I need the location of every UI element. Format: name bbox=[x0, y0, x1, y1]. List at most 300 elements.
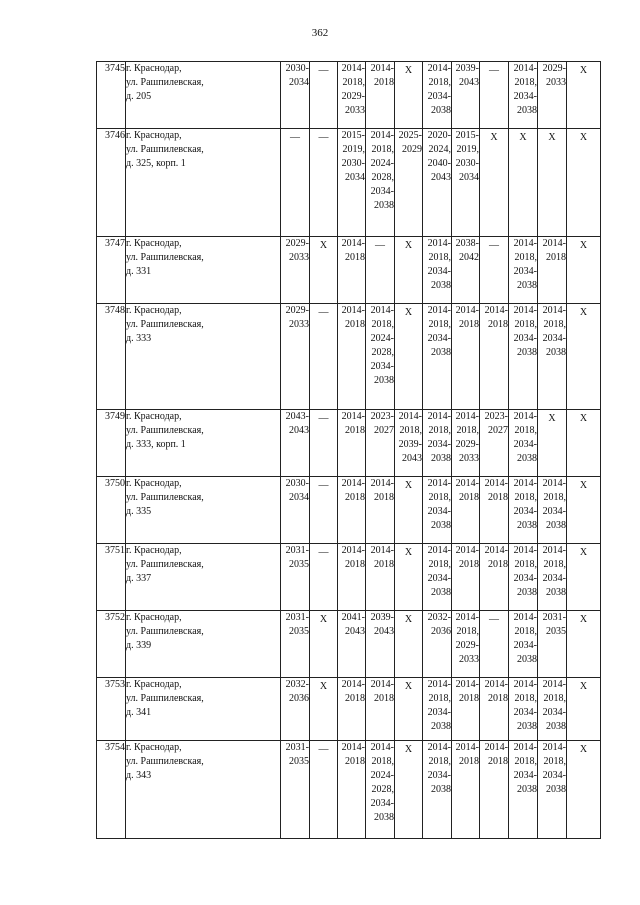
period-value: 2034- bbox=[370, 361, 394, 372]
period-value: 2039- bbox=[370, 612, 394, 623]
table-body bbox=[97, 62, 601, 839]
period-value: 2014- bbox=[370, 305, 394, 316]
period-value: 2014- bbox=[513, 63, 537, 74]
period-value: 2014- bbox=[370, 545, 394, 556]
period-value: 2030- bbox=[455, 158, 479, 169]
address-cell bbox=[126, 611, 281, 678]
address-line: ул. Рашпилевская, bbox=[126, 559, 204, 570]
period-value: 2014- bbox=[341, 742, 365, 753]
period-cell bbox=[310, 62, 338, 129]
period-cell bbox=[338, 237, 366, 304]
period-value: 2034 bbox=[289, 492, 309, 503]
period-cell bbox=[509, 304, 538, 410]
row-number: 3749 bbox=[105, 411, 125, 422]
period-cell bbox=[281, 611, 310, 678]
period-cell bbox=[538, 678, 567, 741]
table-row bbox=[97, 477, 601, 544]
period-value: 2024- bbox=[370, 158, 394, 169]
period-value: 2014- bbox=[341, 478, 365, 489]
period-value: 2018 bbox=[459, 319, 479, 330]
period-cell bbox=[567, 741, 601, 839]
period-value: 2032- bbox=[285, 679, 309, 690]
period-value: 2043 bbox=[345, 626, 365, 637]
period-value: 2018 bbox=[459, 559, 479, 570]
period-cell bbox=[509, 237, 538, 304]
address-cell bbox=[126, 237, 281, 304]
period-value: X bbox=[319, 614, 328, 625]
period-cell bbox=[366, 678, 395, 741]
period-value: 2024- bbox=[370, 770, 394, 781]
table-row bbox=[97, 678, 601, 741]
period-value: 2038 bbox=[431, 520, 451, 531]
period-cell bbox=[310, 304, 338, 410]
period-value: 2040- bbox=[427, 158, 451, 169]
period-cell bbox=[310, 611, 338, 678]
period-value: 2038- bbox=[455, 238, 479, 249]
row-number-cell bbox=[97, 544, 126, 611]
period-cell bbox=[366, 237, 395, 304]
page-number: 362 bbox=[311, 27, 329, 39]
period-value: 2028, bbox=[371, 347, 394, 358]
period-value: 2035 bbox=[289, 756, 309, 767]
period-cell bbox=[423, 237, 452, 304]
period-cell bbox=[310, 410, 338, 477]
period-cell bbox=[452, 304, 480, 410]
period-value: 2033 bbox=[289, 252, 309, 263]
period-value: 2036 bbox=[289, 693, 309, 704]
period-cell bbox=[452, 129, 480, 237]
row-number-cell bbox=[97, 237, 126, 304]
period-value: — bbox=[318, 413, 329, 424]
period-value: 2031- bbox=[285, 612, 309, 623]
period-cell bbox=[395, 304, 423, 410]
period-value: 2034- bbox=[427, 506, 451, 517]
building-repair-schedule-table bbox=[96, 61, 601, 839]
period-value: 2034- bbox=[370, 798, 394, 809]
period-cell bbox=[567, 237, 601, 304]
period-value: 2014- bbox=[513, 478, 537, 489]
row-number-cell bbox=[97, 611, 126, 678]
period-value: 2018 bbox=[374, 559, 394, 570]
period-value: X bbox=[319, 681, 328, 692]
period-value: 2018 bbox=[345, 425, 365, 436]
period-value: 2028, bbox=[371, 784, 394, 795]
address-line: д. 335 bbox=[126, 506, 152, 517]
period-value: 2014- bbox=[427, 679, 451, 690]
period-cell bbox=[423, 62, 452, 129]
period-value: 2038 bbox=[517, 280, 537, 291]
period-value: 2023- bbox=[484, 411, 508, 422]
period-value: 2018, bbox=[428, 77, 451, 88]
period-value: 2038 bbox=[431, 453, 451, 464]
period-cell bbox=[509, 410, 538, 477]
period-cell bbox=[567, 410, 601, 477]
period-value: 2035 bbox=[546, 626, 566, 637]
period-value: 2018 bbox=[374, 492, 394, 503]
period-value: 2034- bbox=[513, 439, 537, 450]
period-cell bbox=[338, 741, 366, 839]
period-cell bbox=[310, 237, 338, 304]
period-value: 2034- bbox=[542, 333, 566, 344]
period-cell bbox=[338, 410, 366, 477]
period-value: 2018 bbox=[345, 559, 365, 570]
period-value: 2014- bbox=[341, 305, 365, 316]
address-line: ул. Рашпилевская, bbox=[126, 425, 204, 436]
period-cell bbox=[338, 129, 366, 237]
address-cell bbox=[126, 741, 281, 839]
period-value: 2014- bbox=[484, 478, 508, 489]
period-cell bbox=[395, 477, 423, 544]
period-cell bbox=[567, 477, 601, 544]
period-cell bbox=[423, 741, 452, 839]
row-number: 3747 bbox=[105, 238, 125, 249]
address-line: ул. Рашпилевская, bbox=[126, 319, 204, 330]
period-value: 2033 bbox=[289, 319, 309, 330]
period-cell bbox=[538, 129, 567, 237]
period-cell bbox=[480, 678, 509, 741]
period-cell bbox=[480, 304, 509, 410]
period-value: 2014- bbox=[484, 545, 508, 556]
period-cell bbox=[538, 741, 567, 839]
period-value: 2034- bbox=[542, 506, 566, 517]
address-line: г. Краснодар, bbox=[126, 411, 182, 422]
address-cell bbox=[126, 477, 281, 544]
period-value: 2033 bbox=[345, 105, 365, 116]
period-value: 2031- bbox=[285, 545, 309, 556]
period-value: 2014- bbox=[427, 411, 451, 422]
period-value: 2034- bbox=[513, 770, 537, 781]
period-value: 2018 bbox=[345, 319, 365, 330]
period-cell bbox=[480, 410, 509, 477]
period-cell bbox=[281, 410, 310, 477]
period-value: 2018, bbox=[428, 252, 451, 263]
period-cell bbox=[310, 477, 338, 544]
address-line: ул. Рашпилевская, bbox=[126, 252, 204, 263]
period-cell bbox=[395, 129, 423, 237]
period-cell bbox=[366, 410, 395, 477]
period-value: X bbox=[579, 547, 588, 558]
period-cell bbox=[452, 410, 480, 477]
period-cell bbox=[281, 62, 310, 129]
period-value: X bbox=[548, 132, 556, 143]
period-value: 2014- bbox=[370, 742, 394, 753]
period-cell bbox=[509, 611, 538, 678]
period-value: 2014- bbox=[513, 238, 537, 249]
period-value: 2034 bbox=[289, 77, 309, 88]
period-cell bbox=[452, 611, 480, 678]
period-value: 2034- bbox=[370, 186, 394, 197]
period-value: 2028, bbox=[371, 172, 394, 183]
period-value: 2034- bbox=[427, 707, 451, 718]
period-value: 2018, bbox=[428, 559, 451, 570]
period-cell bbox=[281, 237, 310, 304]
period-value: 2014- bbox=[542, 238, 566, 249]
period-value: 2034- bbox=[513, 707, 537, 718]
row-number-cell bbox=[97, 304, 126, 410]
period-value: 2018, bbox=[543, 319, 566, 330]
row-number-cell bbox=[97, 410, 126, 477]
table-row bbox=[97, 129, 601, 237]
period-value: 2018 bbox=[488, 756, 508, 767]
period-value: 2018, bbox=[543, 559, 566, 570]
period-cell bbox=[366, 62, 395, 129]
period-cell bbox=[567, 62, 601, 129]
period-value: 2014- bbox=[398, 411, 422, 422]
period-value: X bbox=[579, 307, 588, 318]
period-value: 2018 bbox=[374, 77, 394, 88]
period-value: 2025- bbox=[398, 130, 422, 141]
period-value: 2014- bbox=[484, 305, 508, 316]
period-value: 2030- bbox=[285, 63, 309, 74]
period-value: 2018, bbox=[428, 492, 451, 503]
period-cell bbox=[509, 62, 538, 129]
period-cell bbox=[395, 62, 423, 129]
address-line: ул. Рашпилевская, bbox=[126, 77, 204, 88]
period-value: 2038 bbox=[517, 654, 537, 665]
address-line: г. Краснодар, bbox=[126, 238, 182, 249]
period-value: 2018 bbox=[546, 252, 566, 263]
period-value: 2014- bbox=[513, 612, 537, 623]
period-value: 2014- bbox=[370, 130, 394, 141]
period-value: 2020- bbox=[427, 130, 451, 141]
period-value: 2018, bbox=[543, 693, 566, 704]
period-value: 2018 bbox=[345, 693, 365, 704]
period-value: X bbox=[404, 480, 413, 491]
address-line: ул. Рашпилевская, bbox=[126, 492, 204, 503]
period-value: X bbox=[579, 413, 588, 424]
period-value: 2034 bbox=[459, 172, 479, 183]
period-value: 2043 bbox=[459, 77, 479, 88]
period-cell bbox=[538, 611, 567, 678]
address-line: д. 339 bbox=[126, 640, 152, 651]
period-value: 2034- bbox=[513, 91, 537, 102]
table-row bbox=[97, 237, 601, 304]
row-number: 3750 bbox=[105, 478, 125, 489]
period-value: 2018 bbox=[488, 559, 508, 570]
period-value: 2018 bbox=[374, 693, 394, 704]
period-value: 2014- bbox=[455, 545, 479, 556]
period-value: X bbox=[548, 413, 556, 424]
period-cell bbox=[538, 544, 567, 611]
period-value: 2042 bbox=[459, 252, 479, 263]
period-value: 2014- bbox=[513, 679, 537, 690]
period-value: 2014- bbox=[341, 238, 365, 249]
period-value: 2018 bbox=[345, 756, 365, 767]
period-value: 2014- bbox=[427, 478, 451, 489]
period-value: 2014- bbox=[542, 305, 566, 316]
period-value: 2031- bbox=[285, 742, 309, 753]
address-line: г. Краснодар, bbox=[126, 478, 182, 489]
table-row bbox=[97, 62, 601, 129]
address-cell bbox=[126, 678, 281, 741]
period-value: 2034- bbox=[542, 770, 566, 781]
period-value: — bbox=[290, 132, 300, 143]
row-number-cell bbox=[97, 477, 126, 544]
table-row bbox=[97, 544, 601, 611]
period-cell bbox=[310, 129, 338, 237]
address-cell bbox=[126, 129, 281, 237]
period-value: X bbox=[404, 240, 413, 251]
period-cell bbox=[509, 678, 538, 741]
period-value: 2018 bbox=[488, 319, 508, 330]
period-value: 2035 bbox=[289, 559, 309, 570]
period-value: 2034- bbox=[542, 573, 566, 584]
period-cell bbox=[423, 129, 452, 237]
period-value: 2038 bbox=[431, 721, 451, 732]
row-number: 3754 bbox=[105, 742, 125, 753]
period-value: 2014- bbox=[484, 742, 508, 753]
period-value: — bbox=[318, 480, 329, 491]
period-value: 2034- bbox=[427, 573, 451, 584]
period-value: 2014- bbox=[455, 679, 479, 690]
address-line: д. 343 bbox=[126, 770, 152, 781]
period-value: X bbox=[490, 132, 498, 143]
period-value: 2039- bbox=[398, 439, 422, 450]
period-value: 2031- bbox=[542, 612, 566, 623]
address-line: ул. Рашпилевская, bbox=[126, 693, 204, 704]
period-value: 2018, bbox=[371, 756, 394, 767]
period-value: 2029- bbox=[455, 640, 479, 651]
address-line: д. 331 bbox=[126, 266, 152, 277]
period-value: 2014- bbox=[455, 478, 479, 489]
period-cell bbox=[480, 544, 509, 611]
address-line: г. Краснодар, bbox=[126, 742, 182, 753]
period-value: 2038 bbox=[546, 587, 566, 598]
period-value: X bbox=[579, 681, 588, 692]
period-value: 2030- bbox=[341, 158, 365, 169]
period-value: X bbox=[404, 547, 413, 558]
period-value: X bbox=[579, 65, 588, 76]
period-value: 2038 bbox=[374, 200, 394, 211]
period-cell bbox=[480, 741, 509, 839]
period-value: 2014- bbox=[370, 478, 394, 489]
address-line: д. 341 bbox=[126, 707, 152, 718]
period-cell bbox=[338, 611, 366, 678]
period-value: 2034- bbox=[427, 91, 451, 102]
period-cell bbox=[480, 62, 509, 129]
period-cell bbox=[480, 129, 509, 237]
period-cell bbox=[338, 477, 366, 544]
period-value: 2024, bbox=[428, 144, 451, 155]
period-value: 2038 bbox=[374, 812, 394, 823]
period-value: 2023- bbox=[370, 411, 394, 422]
period-value: 2018, bbox=[514, 626, 537, 637]
address-line: г. Краснодар, bbox=[126, 545, 182, 556]
period-value: 2018, bbox=[514, 252, 537, 263]
period-cell bbox=[366, 741, 395, 839]
period-value: 2014- bbox=[513, 305, 537, 316]
period-cell bbox=[423, 544, 452, 611]
period-cell bbox=[310, 678, 338, 741]
period-value: 2038 bbox=[517, 784, 537, 795]
period-value: 2014- bbox=[542, 679, 566, 690]
period-value: 2018, bbox=[543, 756, 566, 767]
address-line: д. 333, корп. 1 bbox=[126, 439, 186, 450]
period-value: 2034- bbox=[513, 573, 537, 584]
period-cell bbox=[509, 477, 538, 544]
row-number-cell bbox=[97, 129, 126, 237]
period-cell bbox=[567, 611, 601, 678]
row-number: 3752 bbox=[105, 612, 125, 623]
period-cell bbox=[310, 544, 338, 611]
period-value: 2018, bbox=[371, 144, 394, 155]
period-value: 2029- bbox=[542, 63, 566, 74]
period-value: X bbox=[404, 614, 413, 625]
period-value: 2014- bbox=[370, 63, 394, 74]
row-number-cell bbox=[97, 741, 126, 839]
row-number: 3751 bbox=[105, 545, 125, 556]
period-value: — bbox=[318, 132, 329, 143]
period-value: 2015- bbox=[455, 130, 479, 141]
period-value: 2038 bbox=[517, 520, 537, 531]
period-cell bbox=[395, 611, 423, 678]
period-cell bbox=[567, 678, 601, 741]
period-cell bbox=[423, 678, 452, 741]
period-value: 2034- bbox=[427, 770, 451, 781]
period-cell bbox=[509, 544, 538, 611]
period-value: 2029- bbox=[341, 91, 365, 102]
period-cell bbox=[538, 304, 567, 410]
period-value: X bbox=[579, 240, 588, 251]
period-cell bbox=[366, 129, 395, 237]
period-cell bbox=[567, 304, 601, 410]
period-cell bbox=[567, 129, 601, 237]
period-cell bbox=[310, 741, 338, 839]
period-cell bbox=[509, 741, 538, 839]
period-cell bbox=[538, 62, 567, 129]
period-value: 2038 bbox=[546, 784, 566, 795]
period-cell bbox=[452, 544, 480, 611]
period-value: 2030- bbox=[285, 478, 309, 489]
address-cell bbox=[126, 544, 281, 611]
period-value: 2014- bbox=[455, 305, 479, 316]
period-value: 2038 bbox=[517, 453, 537, 464]
period-value: 2014- bbox=[427, 305, 451, 316]
period-value: 2034 bbox=[345, 172, 365, 183]
period-value: 2043 bbox=[431, 172, 451, 183]
period-value: 2018 bbox=[345, 252, 365, 263]
period-cell bbox=[395, 678, 423, 741]
period-value: 2038 bbox=[546, 347, 566, 358]
period-cell bbox=[538, 477, 567, 544]
address-line: д. 325, корп. 1 bbox=[126, 158, 186, 169]
row-number: 3748 bbox=[105, 305, 125, 316]
period-value: 2038 bbox=[517, 721, 537, 732]
period-value: 2014- bbox=[455, 742, 479, 753]
period-value: 2043- bbox=[285, 411, 309, 422]
period-value: 2038 bbox=[431, 280, 451, 291]
period-value: 2018 bbox=[488, 693, 508, 704]
period-value: 2014- bbox=[542, 478, 566, 489]
period-cell bbox=[338, 304, 366, 410]
period-cell bbox=[480, 237, 509, 304]
period-value: 2019, bbox=[342, 144, 365, 155]
period-value: 2033 bbox=[459, 654, 479, 665]
period-value: 2014- bbox=[341, 679, 365, 690]
period-value: X bbox=[319, 240, 328, 251]
period-cell bbox=[395, 410, 423, 477]
period-value: 2038 bbox=[546, 721, 566, 732]
period-value: 2033 bbox=[459, 453, 479, 464]
period-value: 2034- bbox=[427, 333, 451, 344]
period-value: 2038 bbox=[431, 105, 451, 116]
address-cell bbox=[126, 62, 281, 129]
period-value: 2018, bbox=[428, 693, 451, 704]
address-line: г. Краснодар, bbox=[126, 63, 182, 74]
period-cell bbox=[538, 237, 567, 304]
period-cell bbox=[281, 544, 310, 611]
period-value: X bbox=[404, 744, 413, 755]
